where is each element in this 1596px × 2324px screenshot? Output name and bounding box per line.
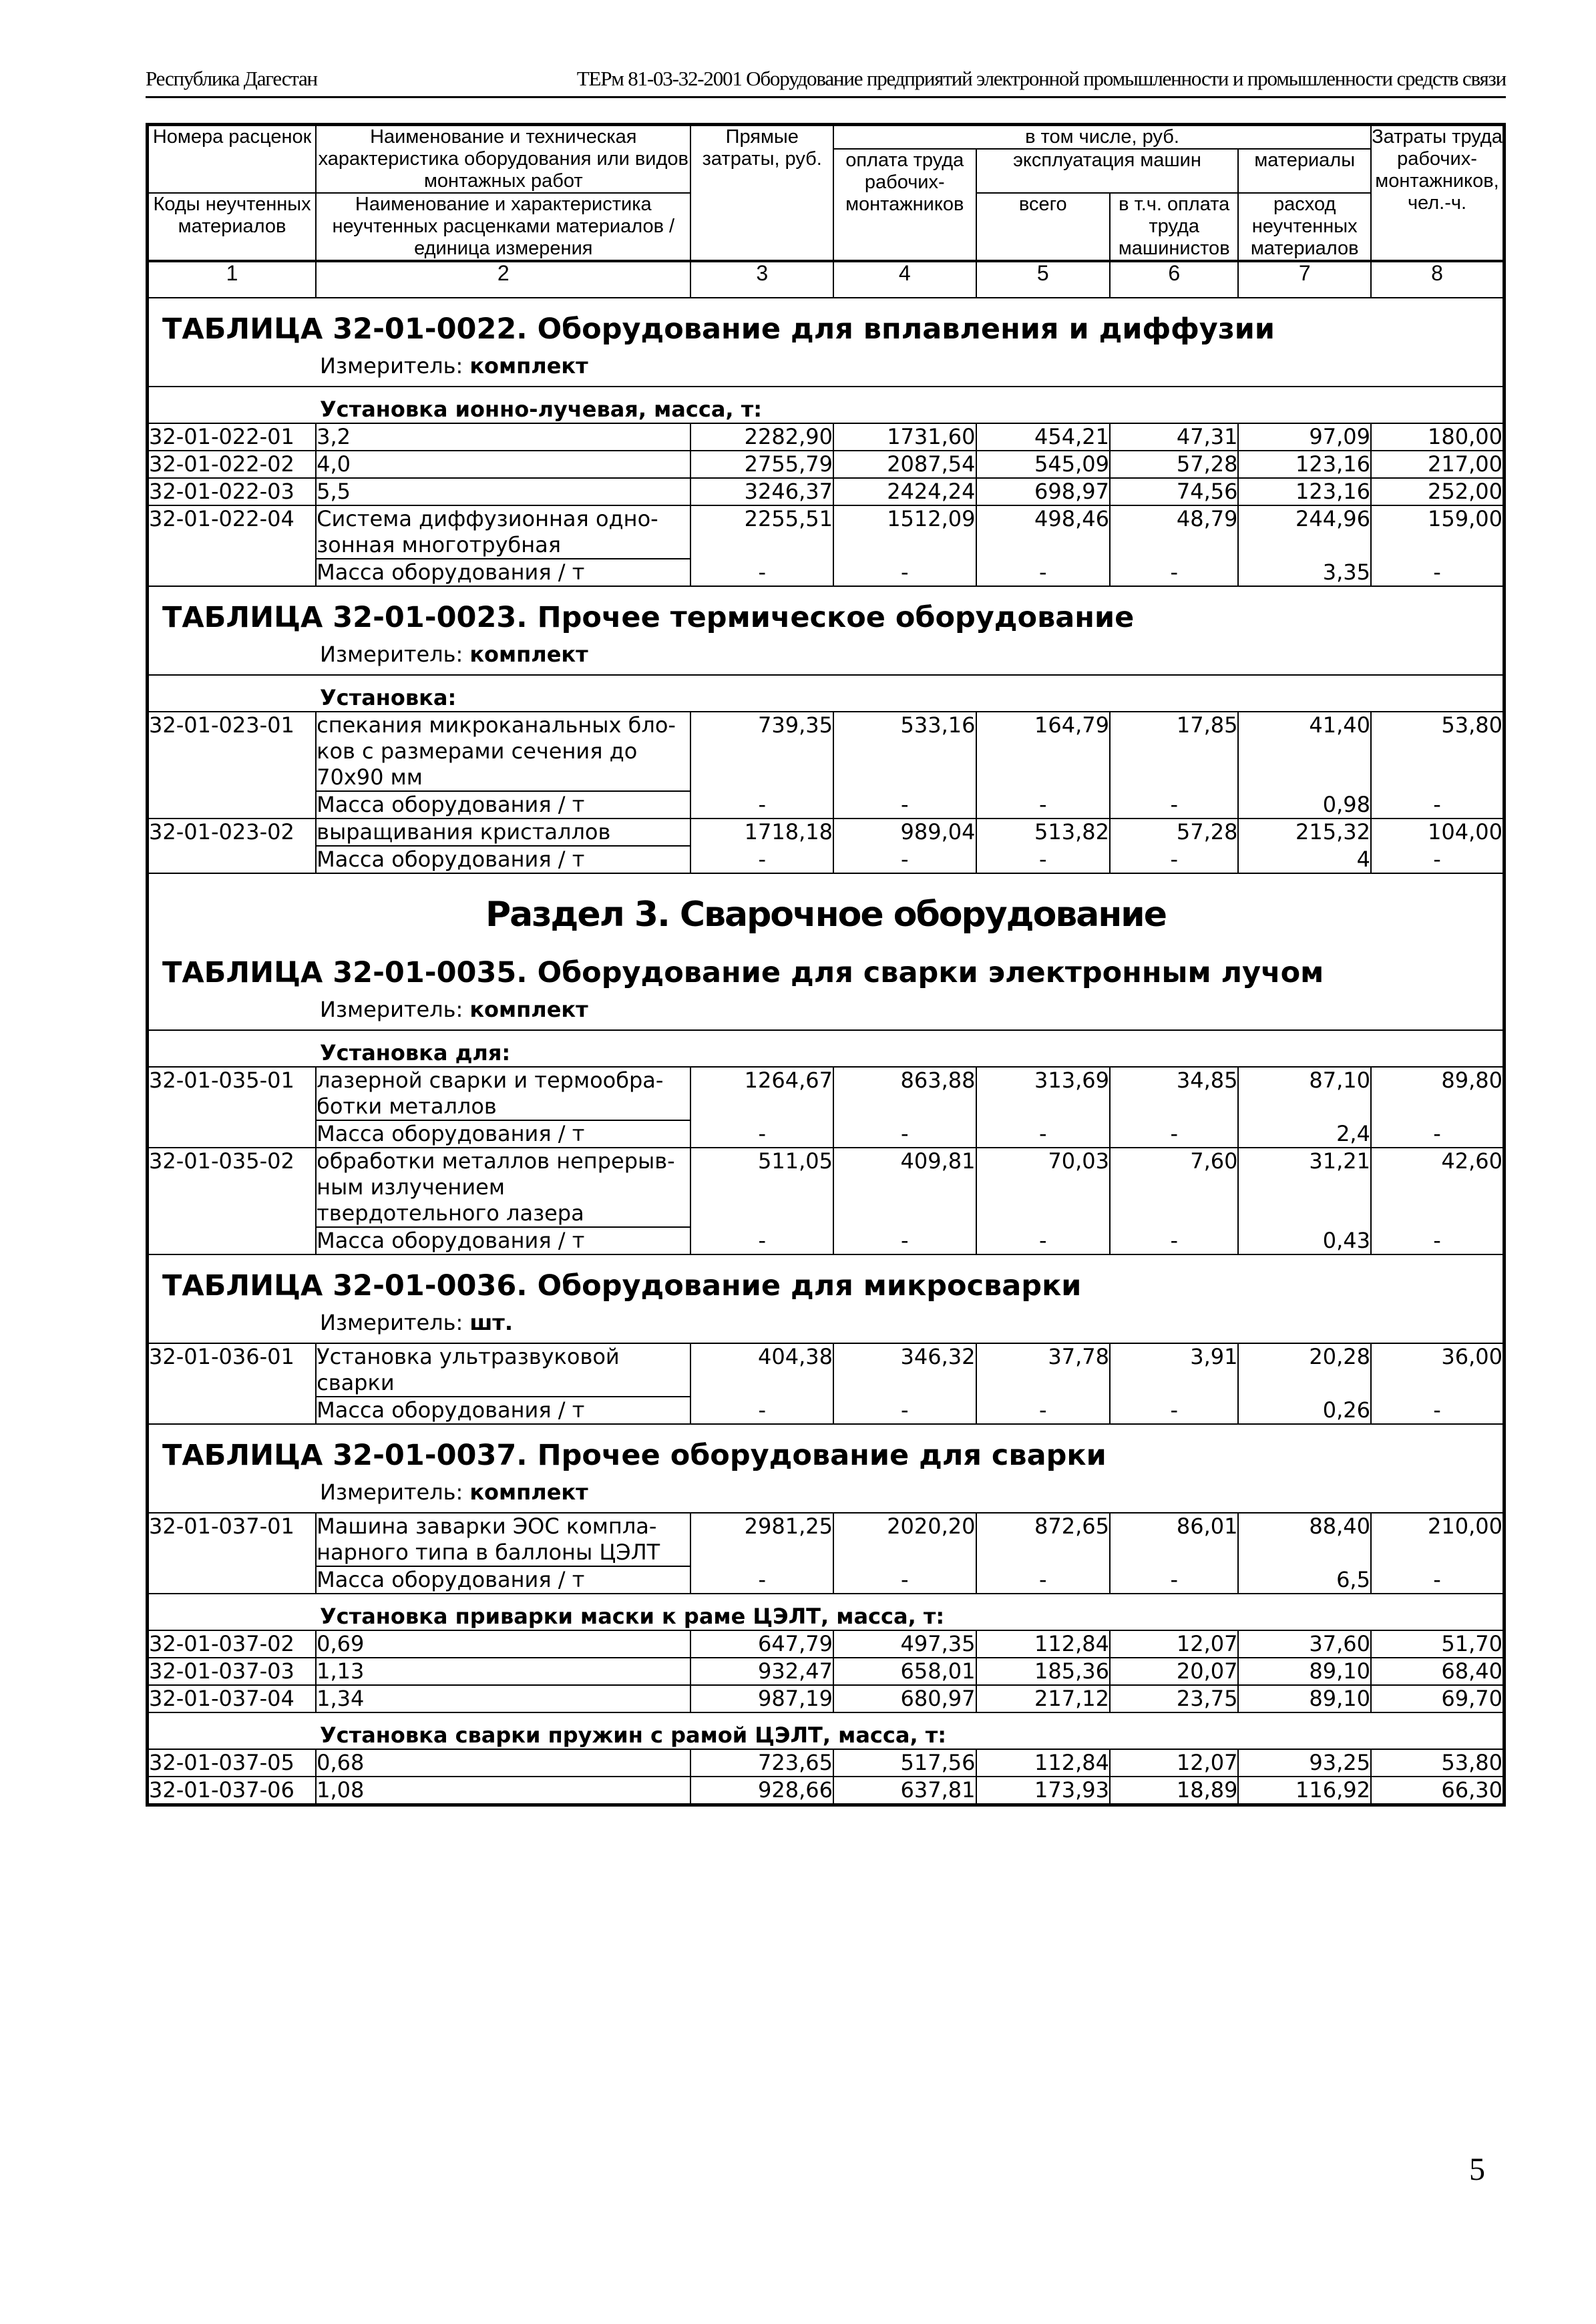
value-cell: 173,93: [976, 1777, 1110, 1805]
header-region: Республика Дагестан: [146, 67, 317, 90]
mass-value-cell: 0,43: [1238, 1227, 1370, 1254]
unit-label: Измеритель:: [320, 642, 463, 667]
work-name: лазерной сварки и термообра-ботки металлов: [316, 1067, 690, 1120]
unit-value: комплект: [469, 997, 588, 1022]
work-name: 5,5: [316, 478, 690, 505]
table-title-row: [148, 586, 1505, 639]
group-title: Установка:: [148, 675, 1505, 712]
material-code: [148, 1227, 317, 1254]
material-code: [148, 559, 317, 586]
value-cell: 987,19: [690, 1685, 833, 1712]
group-title: Установка для:: [148, 1030, 1505, 1067]
work-name: Установка ультразвуковой сварки: [316, 1343, 690, 1397]
unit-label: Измеритель:: [320, 1479, 463, 1505]
mass-value-cell: -: [690, 1397, 833, 1424]
table-title-row: [148, 298, 1505, 351]
value-cell: 3,91: [1110, 1343, 1238, 1397]
material-code: [148, 1397, 317, 1424]
unit-value: шт.: [469, 1310, 513, 1335]
value-cell: 2981,25: [690, 1513, 833, 1566]
col-number: 1: [148, 261, 317, 298]
unit-value: комплект: [469, 353, 588, 379]
mass-value-cell: -: [1110, 791, 1238, 819]
table-row: [148, 819, 1505, 846]
table-title-row: [148, 1254, 1505, 1307]
table-row: [148, 1749, 1505, 1777]
table-row: [148, 1343, 1505, 1397]
mass-value-cell: -: [1110, 1120, 1238, 1148]
mass-value-cell: -: [1110, 846, 1238, 873]
mass-value-cell: 4: [1238, 846, 1370, 873]
mass-row: [148, 791, 1505, 819]
value-cell: 863,88: [833, 1067, 976, 1120]
value-cell: 989,04: [833, 819, 976, 846]
section-title: Раздел 3. Сварочное оборудование: [148, 873, 1505, 942]
mass-value-cell: -: [690, 1227, 833, 1254]
value-cell: 104,00: [1371, 819, 1505, 846]
value-cell: 12,07: [1110, 1630, 1238, 1658]
table-body: [148, 298, 1505, 1805]
col-head-machines: эксплуатация машин: [976, 149, 1239, 193]
value-cell: 116,92: [1238, 1777, 1370, 1805]
value-cell: 723,65: [690, 1749, 833, 1777]
value-cell: 66,30: [1371, 1777, 1505, 1805]
mass-value-cell: -: [976, 1227, 1110, 1254]
unit-value: комплект: [469, 642, 588, 667]
value-cell: 2255,51: [690, 505, 833, 559]
unit-row: [148, 639, 1505, 675]
col-number: 5: [976, 261, 1110, 298]
mass-value-cell: -: [833, 1566, 976, 1594]
value-cell: 17,85: [1110, 712, 1238, 791]
value-cell: 69,70: [1371, 1685, 1505, 1712]
value-cell: 164,79: [976, 712, 1110, 791]
mass-value-cell: -: [690, 559, 833, 586]
value-cell: 2755,79: [690, 451, 833, 478]
value-cell: 454,21: [976, 423, 1110, 451]
value-cell: 244,96: [1238, 505, 1370, 559]
value-cell: 698,97: [976, 478, 1110, 505]
value-cell: 647,79: [690, 1630, 833, 1658]
mass-value-cell: -: [833, 1227, 976, 1254]
group-heading-row: [148, 1030, 1505, 1067]
header-document-title: ТЕРм 81-03-32-2001 Оборудование предприятий электронной промышленности и промышленности средств связи: [576, 67, 1506, 90]
material-code: [148, 1566, 317, 1594]
mass-value-cell: -: [1433, 559, 1441, 585]
table-row: [148, 505, 1505, 559]
mass-value-cell: -: [690, 791, 833, 819]
value-cell: 89,80: [1371, 1067, 1505, 1120]
rate-code: 32-01-023-01: [148, 712, 317, 791]
unit-cell: [148, 1477, 1505, 1513]
value-cell: 36,00: [1371, 1343, 1505, 1397]
mass-value-cell: -: [1433, 1121, 1441, 1146]
unit-row: [148, 1477, 1505, 1513]
work-name: спекания микроканальных бло-ков с размерами сечения до 70х90 мм: [316, 712, 690, 791]
mass-value-cell: -: [1433, 847, 1441, 872]
unit-label: Измеритель:: [320, 1310, 463, 1335]
mass-value-cell: -: [1110, 1566, 1238, 1594]
value-cell: 123,16: [1238, 478, 1370, 505]
col-head-name: Наименование и техническая характеристика оборудования или видов монтажных работ: [316, 125, 690, 194]
mass-value-cell: -: [976, 559, 1110, 586]
rate-code: 32-01-022-02: [148, 451, 317, 478]
group-title: Установка сварки пружин с рамой ЦЭЛТ, масса, т:: [148, 1712, 1505, 1749]
rate-code: 32-01-035-02: [148, 1148, 317, 1227]
value-cell: 20,28: [1238, 1343, 1370, 1397]
mass-value-cell: -: [690, 846, 833, 873]
value-cell: 53,80: [1371, 1749, 1505, 1777]
value-cell: 533,16: [833, 712, 976, 791]
col-head-material-names: Наименование и характеристика неучтенных расценками материалов / единица измерения: [316, 193, 690, 261]
value-cell: 2020,20: [833, 1513, 976, 1566]
col-number: 2: [316, 261, 690, 298]
col-head-materials: материалы: [1238, 149, 1370, 193]
table-title: ТАБЛИЦА 32-01-0022. Оборудование для вплавления и диффузии: [148, 298, 1505, 351]
mass-value-cell: -: [1110, 559, 1238, 586]
col-number: 3: [690, 261, 833, 298]
table-row: [148, 712, 1505, 791]
mass-value-cell: -: [690, 1120, 833, 1148]
value-cell: 34,85: [1110, 1067, 1238, 1120]
value-cell: 123,16: [1238, 451, 1370, 478]
table-row: [148, 1067, 1505, 1120]
work-name: 4,0: [316, 451, 690, 478]
rate-code: 32-01-037-04: [148, 1685, 317, 1712]
col-number: 7: [1238, 261, 1370, 298]
mass-label: Масса оборудования / т: [316, 1227, 690, 1254]
value-cell: 48,79: [1110, 505, 1238, 559]
work-name: 0,68: [316, 1749, 690, 1777]
rate-code: 32-01-023-02: [148, 819, 317, 846]
value-cell: 932,47: [690, 1658, 833, 1685]
material-code: [148, 846, 317, 873]
material-code: [148, 791, 317, 819]
mass-value-cell: -: [1433, 792, 1441, 817]
mass-row: [148, 1566, 1505, 1594]
unit-cell: [148, 1307, 1505, 1343]
mass-value-cell: -: [976, 1120, 1110, 1148]
table-title: ТАБЛИЦА 32-01-0023. Прочее термическое оборудование: [148, 586, 1505, 639]
mass-value-cell: -: [1110, 1227, 1238, 1254]
col-head-machines-total: всего: [976, 193, 1110, 261]
value-cell: 89,10: [1238, 1658, 1370, 1685]
value-cell: 37,78: [976, 1343, 1110, 1397]
col-head-labor-hours: Затраты труда рабочих-монтажников, чел.-ч.: [1371, 125, 1505, 262]
value-cell: 51,70: [1371, 1630, 1505, 1658]
value-cell: 513,82: [976, 819, 1110, 846]
work-name: Машина заварки ЭОС компла-нарного типа в баллоны ЦЭЛТ: [316, 1513, 690, 1566]
rate-code: 32-01-022-01: [148, 423, 317, 451]
value-cell: 88,40: [1238, 1513, 1370, 1566]
table-title: ТАБЛИЦА 32-01-0036. Оборудование для микросварки: [148, 1254, 1505, 1307]
value-cell: 7,60: [1110, 1148, 1238, 1227]
work-name: 1,13: [316, 1658, 690, 1685]
group-heading-row: [148, 675, 1505, 712]
unit-cell: [148, 639, 1505, 675]
mass-row: [148, 559, 1505, 586]
unit-cell: [148, 351, 1505, 387]
mass-value-cell: -: [976, 1566, 1110, 1594]
value-cell: 23,75: [1110, 1685, 1238, 1712]
value-cell: 159,00: [1371, 505, 1505, 559]
value-cell: 86,01: [1110, 1513, 1238, 1566]
section-heading-row: [148, 873, 1505, 942]
value-cell: 57,28: [1110, 451, 1238, 478]
table-row: [148, 423, 1505, 451]
table-row: [148, 1630, 1505, 1658]
table-row: [148, 1777, 1505, 1805]
group-title: Установка ионно-лучевая, масса, т:: [148, 387, 1505, 423]
value-cell: 41,40: [1238, 712, 1370, 791]
rate-code: 32-01-037-01: [148, 1513, 317, 1566]
work-name: 0,69: [316, 1630, 690, 1658]
value-cell: 70,03: [976, 1148, 1110, 1227]
value-cell: 313,69: [976, 1067, 1110, 1120]
value-cell: 872,65: [976, 1513, 1110, 1566]
page-number: 5: [1469, 2152, 1485, 2187]
unit-value: комплект: [469, 1479, 588, 1505]
value-cell: 89,10: [1238, 1685, 1370, 1712]
group-title: Установка приварки маски к раме ЦЭЛТ, масса, т:: [148, 1594, 1505, 1630]
table-row: [148, 451, 1505, 478]
mass-value-cell: -: [976, 791, 1110, 819]
value-cell: 1512,09: [833, 505, 976, 559]
table-title-row: [148, 942, 1505, 994]
table-header: [148, 125, 1505, 298]
mass-value-cell: -: [833, 791, 976, 819]
rate-code: 32-01-037-02: [148, 1630, 317, 1658]
value-cell: 215,32: [1238, 819, 1370, 846]
col-number: 8: [1371, 261, 1505, 298]
mass-row: [148, 1227, 1505, 1254]
value-cell: 185,36: [976, 1658, 1110, 1685]
unit-row: [148, 351, 1505, 387]
mass-value-cell: -: [1433, 1397, 1441, 1423]
value-cell: 1718,18: [690, 819, 833, 846]
value-cell: 497,35: [833, 1630, 976, 1658]
mass-value-cell: 2,4: [1238, 1120, 1370, 1148]
mass-row: [148, 1397, 1505, 1424]
group-heading-row: [148, 1594, 1505, 1630]
value-cell: 42,60: [1371, 1148, 1505, 1227]
unit-row: [148, 1307, 1505, 1343]
value-cell: 637,81: [833, 1777, 976, 1805]
work-name: выращивания кристаллов: [316, 819, 690, 846]
mass-label: Масса оборудования / т: [316, 559, 690, 586]
mass-value-cell: -: [1110, 1397, 1238, 1424]
group-heading-row: [148, 387, 1505, 423]
price-table: [146, 123, 1506, 1807]
value-cell: 658,01: [833, 1658, 976, 1685]
value-cell: 31,21: [1238, 1148, 1370, 1227]
unit-label: Измеритель:: [320, 997, 463, 1022]
rate-code: 32-01-022-03: [148, 478, 317, 505]
value-cell: 87,10: [1238, 1067, 1370, 1120]
work-name: 3,2: [316, 423, 690, 451]
col-head-material-codes: Коды неучтенных материалов: [148, 193, 317, 261]
unit-row: [148, 994, 1505, 1030]
value-cell: 409,81: [833, 1148, 976, 1227]
value-cell: 112,84: [976, 1630, 1110, 1658]
value-cell: 37,60: [1238, 1630, 1370, 1658]
mass-value-cell: -: [833, 1120, 976, 1148]
value-cell: 112,84: [976, 1749, 1110, 1777]
value-cell: 545,09: [976, 451, 1110, 478]
mass-value-cell: -: [833, 1397, 976, 1424]
mass-value-cell: -: [1433, 1228, 1441, 1253]
value-cell: 74,56: [1110, 478, 1238, 505]
value-cell: 217,00: [1371, 451, 1505, 478]
value-cell: 93,25: [1238, 1749, 1370, 1777]
table-row: [148, 1685, 1505, 1712]
mass-value-cell: 0,26: [1238, 1397, 1370, 1424]
mass-label: Масса оборудования / т: [316, 846, 690, 873]
mass-label: Масса оборудования / т: [316, 791, 690, 819]
table-row: [148, 1513, 1505, 1566]
table-row: [148, 478, 1505, 505]
value-cell: 97,09: [1238, 423, 1370, 451]
value-cell: 18,89: [1110, 1777, 1238, 1805]
rate-code: 32-01-035-01: [148, 1067, 317, 1120]
value-cell: 2282,90: [690, 423, 833, 451]
mass-value-cell: -: [833, 559, 976, 586]
col-head-code: Номера расценок: [148, 125, 317, 194]
unit-cell: [148, 994, 1505, 1030]
work-name: Система диффузионная одно-зонная многотрубная: [316, 505, 690, 559]
rate-code: 32-01-037-03: [148, 1658, 317, 1685]
col-head-direct-costs: Прямые затраты, руб.: [690, 125, 833, 262]
mass-label: Масса оборудования / т: [316, 1566, 690, 1594]
value-cell: 1731,60: [833, 423, 976, 451]
value-cell: 2087,54: [833, 451, 976, 478]
value-cell: 47,31: [1110, 423, 1238, 451]
mass-value-cell: -: [690, 1566, 833, 1594]
value-cell: 739,35: [690, 712, 833, 791]
mass-row: [148, 1120, 1505, 1148]
value-cell: 53,80: [1371, 712, 1505, 791]
rate-code: 32-01-037-06: [148, 1777, 317, 1805]
table-title: ТАБЛИЦА 32-01-0037. Прочее оборудование для сварки: [148, 1424, 1505, 1477]
value-cell: 928,66: [690, 1777, 833, 1805]
value-cell: 3246,37: [690, 478, 833, 505]
unit-label: Измеритель:: [320, 353, 463, 379]
mass-value-cell: -: [1433, 1567, 1441, 1592]
col-head-including: в том числе, руб.: [833, 125, 1371, 150]
value-cell: 498,46: [976, 505, 1110, 559]
work-name: обработки металлов непрерыв-ным излучением твердотельного лазера: [316, 1148, 690, 1227]
value-cell: 57,28: [1110, 819, 1238, 846]
col-head-machinist-pay: в т.ч. оплата труда машинистов: [1110, 193, 1238, 261]
value-cell: 517,56: [833, 1749, 976, 1777]
value-cell: 252,00: [1371, 478, 1505, 505]
col-number: 4: [833, 261, 976, 298]
material-code: [148, 1120, 317, 1148]
value-cell: 20,07: [1110, 1658, 1238, 1685]
table-title: ТАБЛИЦА 32-01-0035. Оборудование для сварки электронным лучом: [162, 956, 1324, 989]
rate-code: 32-01-036-01: [148, 1343, 317, 1397]
table-row: [148, 1148, 1505, 1227]
value-cell: 217,12: [976, 1685, 1110, 1712]
value-cell: 180,00: [1371, 423, 1505, 451]
mass-value-cell: 3,35: [1238, 559, 1370, 586]
mass-label: Масса оборудования / т: [316, 1397, 690, 1424]
value-cell: 680,97: [833, 1685, 976, 1712]
value-cell: 12,07: [1110, 1749, 1238, 1777]
value-cell: 404,38: [690, 1343, 833, 1397]
col-head-materials-usage: расход неучтенных материалов: [1238, 193, 1370, 261]
mass-value-cell: -: [976, 846, 1110, 873]
work-name: 1,08: [316, 1777, 690, 1805]
col-head-labor-pay: оплата труда рабочих-монтажников: [833, 149, 976, 261]
value-cell: 68,40: [1371, 1658, 1505, 1685]
mass-value-cell: -: [833, 846, 976, 873]
work-name: 1,34: [316, 1685, 690, 1712]
group-heading-row: [148, 1712, 1505, 1749]
table-row: [148, 1658, 1505, 1685]
mass-row: [148, 846, 1505, 873]
rate-code: 32-01-022-04: [148, 505, 317, 559]
mass-value-cell: 6,5: [1238, 1566, 1370, 1594]
mass-value-cell: 0,98: [1238, 791, 1370, 819]
running-header: [146, 67, 1506, 98]
col-number: 6: [1110, 261, 1238, 298]
value-cell: 511,05: [690, 1148, 833, 1227]
rate-code: 32-01-037-05: [148, 1749, 317, 1777]
mass-value-cell: -: [976, 1397, 1110, 1424]
value-cell: 210,00: [1371, 1513, 1505, 1566]
value-cell: 346,32: [833, 1343, 976, 1397]
mass-label: Масса оборудования / т: [316, 1120, 690, 1148]
value-cell: 1264,67: [690, 1067, 833, 1120]
value-cell: 2424,24: [833, 478, 976, 505]
table-title-row: [148, 1424, 1505, 1477]
